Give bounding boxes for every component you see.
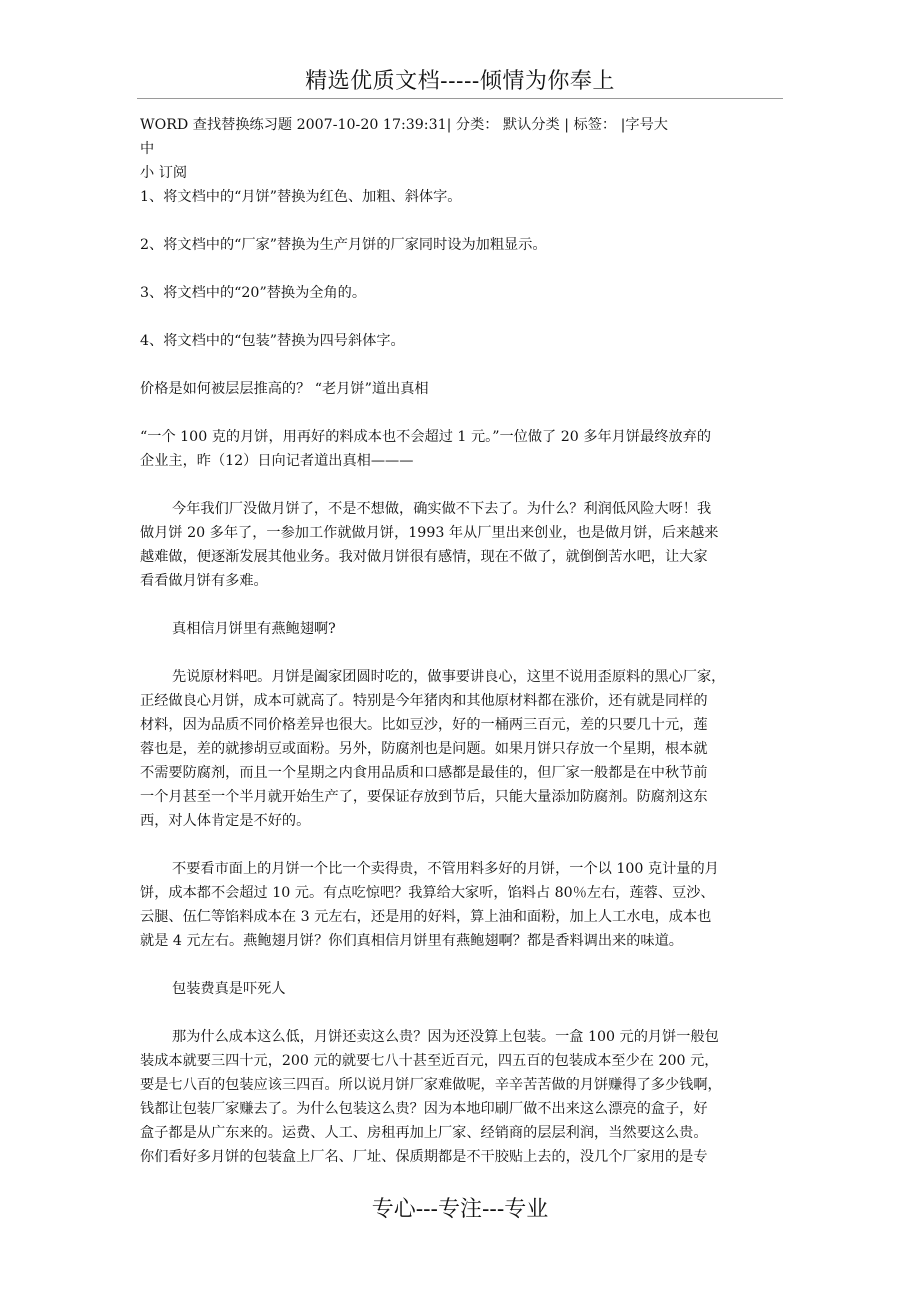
paragraph-line: 就是 4 元左右。燕鲍翅月饼？你们真相信月饼里有燕鲍翅啊？都是香料调出来的味道。 — [140, 933, 683, 949]
paragraph-line: 先说原材料吧。月饼是阖家团圆时吃的，做事要讲良心，这里不说用歪原料的黑心厂家， — [172, 669, 726, 685]
exercise-item: 3、将文档中的“20”替换为全角的。 — [140, 285, 367, 301]
meta-line: WORD 查找替换练习题 2007-10-20 17:39:31| 分类： 默认分类 | 标签： |字号大 — [140, 117, 668, 133]
intro-line: 企业主，昨（12）日向记者道出真相——— — [140, 453, 414, 469]
page-header-text: 精选优质文档-----倾情为你奉上 — [305, 69, 615, 94]
paragraph-line: 不需要防腐剂，而且一个星期之内食用品质和口感都是最佳的，但厂家一般都是在中秋节前 — [140, 765, 708, 781]
paragraph-line: 材料，因为品质不同价格差异也很大。比如豆沙，好的一桶两三百元，差的只要几十元，莲 — [140, 717, 708, 733]
paragraph-line: 要是七八百的包装应该三四百。所以说月饼厂家难做呢，辛辛苦苦做的月饼赚得了多少钱啊， — [140, 1077, 722, 1093]
exercise-item: 1、将文档中的“月饼”替换为红色、加粗、斜体字。 — [140, 189, 462, 205]
exercise-item: 2、将文档中的“厂家”替换为生产月饼的厂家同时设为加粗显示。 — [140, 237, 547, 253]
paragraph-line: 盒子都是从广东来的。运费、人工、房租再加上厂家、经销商的层层利润，当然要这么贵。 — [140, 1125, 708, 1141]
paragraph-line: 做月饼 20 多年了，一参加工作就做月饼，1993 年从厂里出来创业，也是做月饼，后来越来 — [140, 525, 719, 541]
paragraph-line: 蓉也是，差的就掺胡豆或面粉。另外，防腐剂也是问题。如果月饼只存放一个星期，根本就 — [140, 741, 708, 757]
paragraph-line: 钱都让包装厂家赚去了。为什么包装这么贵？因为本地印刷厂做不出来这么漂亮的盒子，好 — [140, 1101, 708, 1117]
paragraph-line: 一个月甚至一个半月就开始生产了，要保证存放到节后，只能大量添加防腐剂。防腐剂这东 — [140, 789, 708, 805]
paragraph-line: 西，对人体肯定是不好的。 — [140, 813, 311, 829]
paragraph-line: 装成本就要三四十元，200 元的就要七八十甚至近百元，四五百的包装成本至少在 200 元， — [140, 1053, 719, 1069]
paragraph-line: 越难做，便逐渐发展其他业务。我对做月饼很有感情，现在不做了，就倒倒苦水吧，让大家 — [140, 549, 708, 565]
page-header — [137, 68, 783, 99]
paragraph-line: 今年我们厂没做月饼了，不是不想做，确实做不下去了。为什么？利润低风险大呀！我 — [172, 501, 712, 517]
article-title: 价格是如何被层层推高的？ “老月饼”道出真相 — [140, 381, 429, 397]
paragraph-line: 正经做良心月饼，成本可就高了。特别是今年猪肉和其他原材料都在涨价，还有就是同样的 — [140, 693, 708, 709]
paragraph-line: 不要看市面上的月饼一个比一个卖得贵，不管用料多好的月饼，一个以 100 克计量的月 — [172, 861, 719, 877]
exercise-item: 4、将文档中的“包装”替换为四号斜体字。 — [140, 333, 405, 349]
section-heading: 真相信月饼里有燕鲍翅啊? — [172, 621, 336, 637]
meta-line: 小 订阅 — [140, 165, 188, 181]
paragraph-line: 云腿、伍仁等馅料成本在 3 元左右，还是用的好料，算上油和面粉，加上人工水电，成本也 — [140, 909, 712, 925]
paragraph-line: 那为什么成本这么低，月饼还卖这么贵？因为还没算上包装。一盒 100 元的月饼一般包 — [172, 1029, 719, 1045]
paragraph-line: 看看做月饼有多难。 — [140, 573, 268, 589]
meta-line: 中 — [140, 141, 155, 157]
paragraph-line: 你们看好多月饼的包装盒上厂名、厂址、保质期都是不干胶贴上去的，没几个厂家用的是专 — [140, 1149, 708, 1165]
paragraph-line: 饼，成本都不会超过 10 元。有点吃惊吧？我算给大家听，馅料占 80％左右，莲蓉、豆沙、 — [140, 885, 715, 901]
page-footer: 专心---专注---专业 — [371, 1197, 549, 1222]
intro-line: “一个 100 克的月饼，用再好的料成本也不会超过 1 元。”一位做了 20 多年月饼最终放弃的 — [140, 429, 712, 445]
document-body — [140, 113, 800, 1169]
section-heading: 包装费真是吓死人 — [172, 981, 286, 997]
